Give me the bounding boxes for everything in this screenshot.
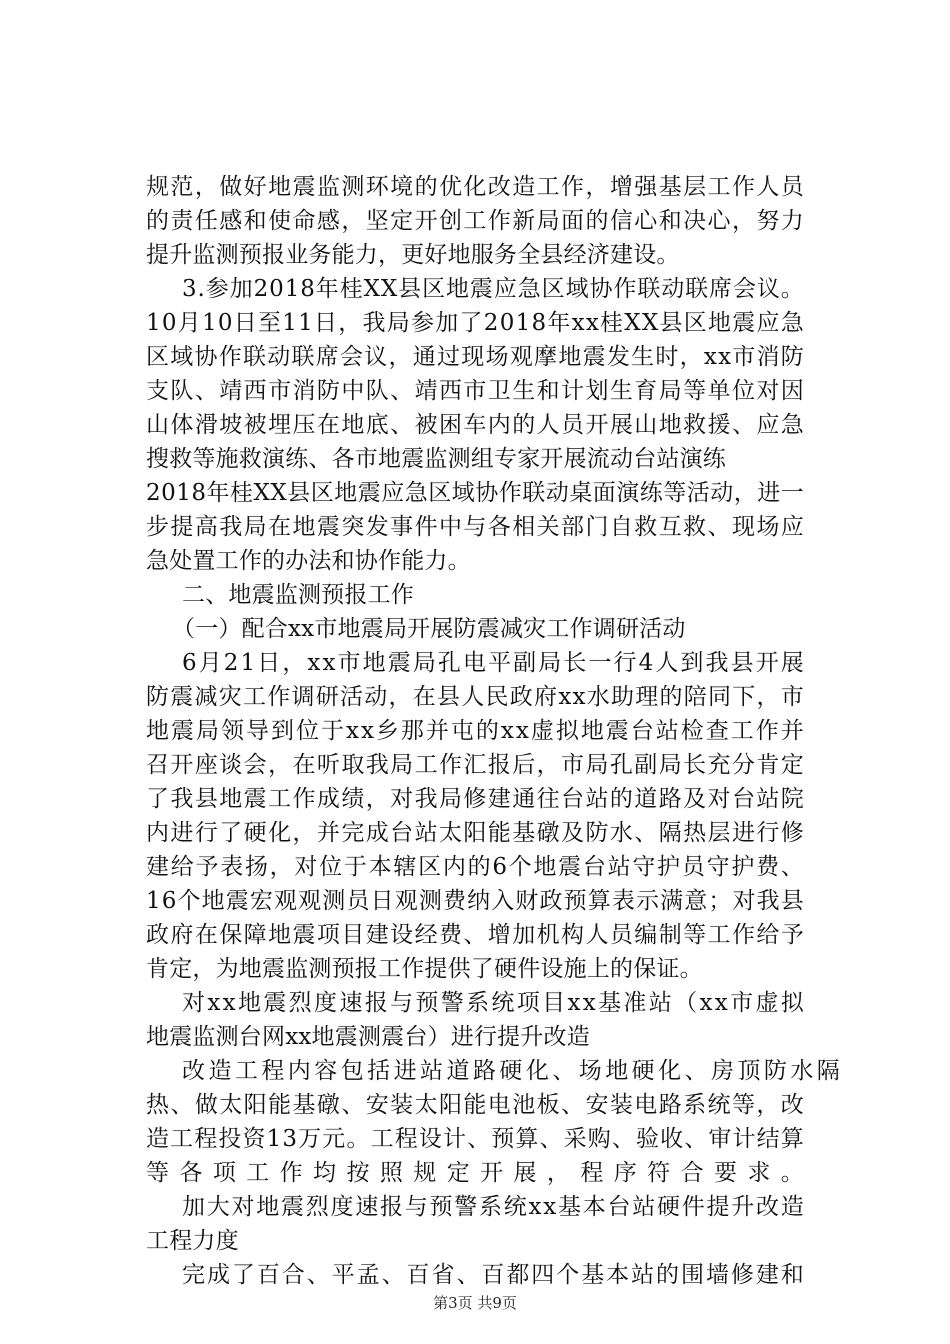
text-line: 工程力度 bbox=[146, 1228, 239, 1254]
text-line: 地震监测台网xx地震测震台）进行提升改造 bbox=[146, 1024, 590, 1050]
text-line: 地震局领导到位于xx乡那并屯的xx虚拟地震台站检查工作并 bbox=[146, 718, 806, 744]
text-line: 召开座谈会，在听取我局工作汇报后，市局孔副局长充分肯定 bbox=[146, 752, 806, 778]
text-line: 搜救等施救演练、各市地震监测组专家开展流动台站演练 bbox=[146, 446, 726, 472]
text-line: 2018年桂XX县区地震应急区域协作联动桌面演练等活动，进一 bbox=[146, 480, 805, 506]
text-line: 16个地震宏观观测员日观测费纳入财政预算表示满意；对我县 bbox=[146, 888, 805, 914]
text-line: 支队、靖西市消防中队、靖西市卫生和计划生育局等单位对因 bbox=[146, 378, 806, 404]
text-line: 加大对地震烈度速报与预警系统xx基本台站硬件提升改造 bbox=[182, 1194, 806, 1220]
text-line: 10月10日至11日，我局参加了2018年xx桂XX县区地震应急 bbox=[146, 310, 806, 336]
text-line: 热、做太阳能基礅、安装太阳能电池板、安装电路系统等，改 bbox=[146, 1092, 806, 1118]
text-line: 政府在保障地震项目建设经费、增加机构人员编制等工作给予 bbox=[146, 922, 806, 948]
text-line: 山体滑坡被埋压在地底、被困车内的人员开展山地救援、应急 bbox=[146, 412, 806, 438]
text-line: 急处置工作的办法和协作能力。 bbox=[146, 548, 471, 574]
text-line: 二、地震监测预报工作 bbox=[182, 582, 414, 608]
text-line: 等各项工作均按照规定开展，程序符合要求。 bbox=[146, 1160, 815, 1186]
text-line: 防震减灾工作调研活动，在县人民政府xx水助理的陪同下，市 bbox=[146, 684, 806, 710]
text-line: 规范，做好地震监测环境的优化改造工作，增强基层工作人员 bbox=[146, 174, 806, 200]
page-footer: 第3页 共9页 bbox=[433, 1294, 517, 1312]
text-line: 完成了百合、平孟、百省、百都四个基本站的围墙修建和 bbox=[182, 1262, 806, 1288]
text-line: 的责任感和使命感，坚定开创工作新局面的信心和决心，努力 bbox=[146, 208, 806, 234]
text-line: 肯定，为地震监测预报工作提供了硬件设施上的保证。 bbox=[146, 956, 703, 982]
text-line: （一）配合xx市地震局开展防震减灾工作调研活动 bbox=[172, 616, 686, 642]
text-line: 改造工程内容包括进站道路硬化、场地硬化、房顶防水隔 bbox=[182, 1058, 844, 1084]
text-line: 建给予表扬，对位于本辖区内的6个地震台站守护员守护费、 bbox=[146, 854, 806, 880]
text-line: 6月21日，xx市地震局孔电平副局长一行4人到我县开展 bbox=[182, 650, 806, 676]
text-line: 步提高我局在地震突发事件中与各相关部门自救互救、现场应 bbox=[146, 514, 806, 540]
text-line: 造工程投资13万元。工程设计、预算、采购、验收、审计结算 bbox=[146, 1126, 805, 1152]
text-line: 内进行了硬化，并完成台站太阳能基礅及防水、隔热层进行修 bbox=[146, 820, 806, 846]
text-line: 对xx地震烈度速报与预警系统项目xx基准站（xx市虚拟 bbox=[182, 990, 807, 1016]
text-line: 了我县地震工作成绩，对我局修建通往台站的道路及对台站院 bbox=[146, 786, 806, 812]
text-line: 提升监测预报业务能力，更好地服务全县经济建设。 bbox=[146, 242, 680, 268]
text-line: 区域协作联动联席会议，通过现场观摩地震发生时，xx市消防 bbox=[146, 344, 806, 370]
text-line: 3.参加2018年桂XX县区地震应急区域协作联动联席会议。 bbox=[182, 276, 805, 302]
